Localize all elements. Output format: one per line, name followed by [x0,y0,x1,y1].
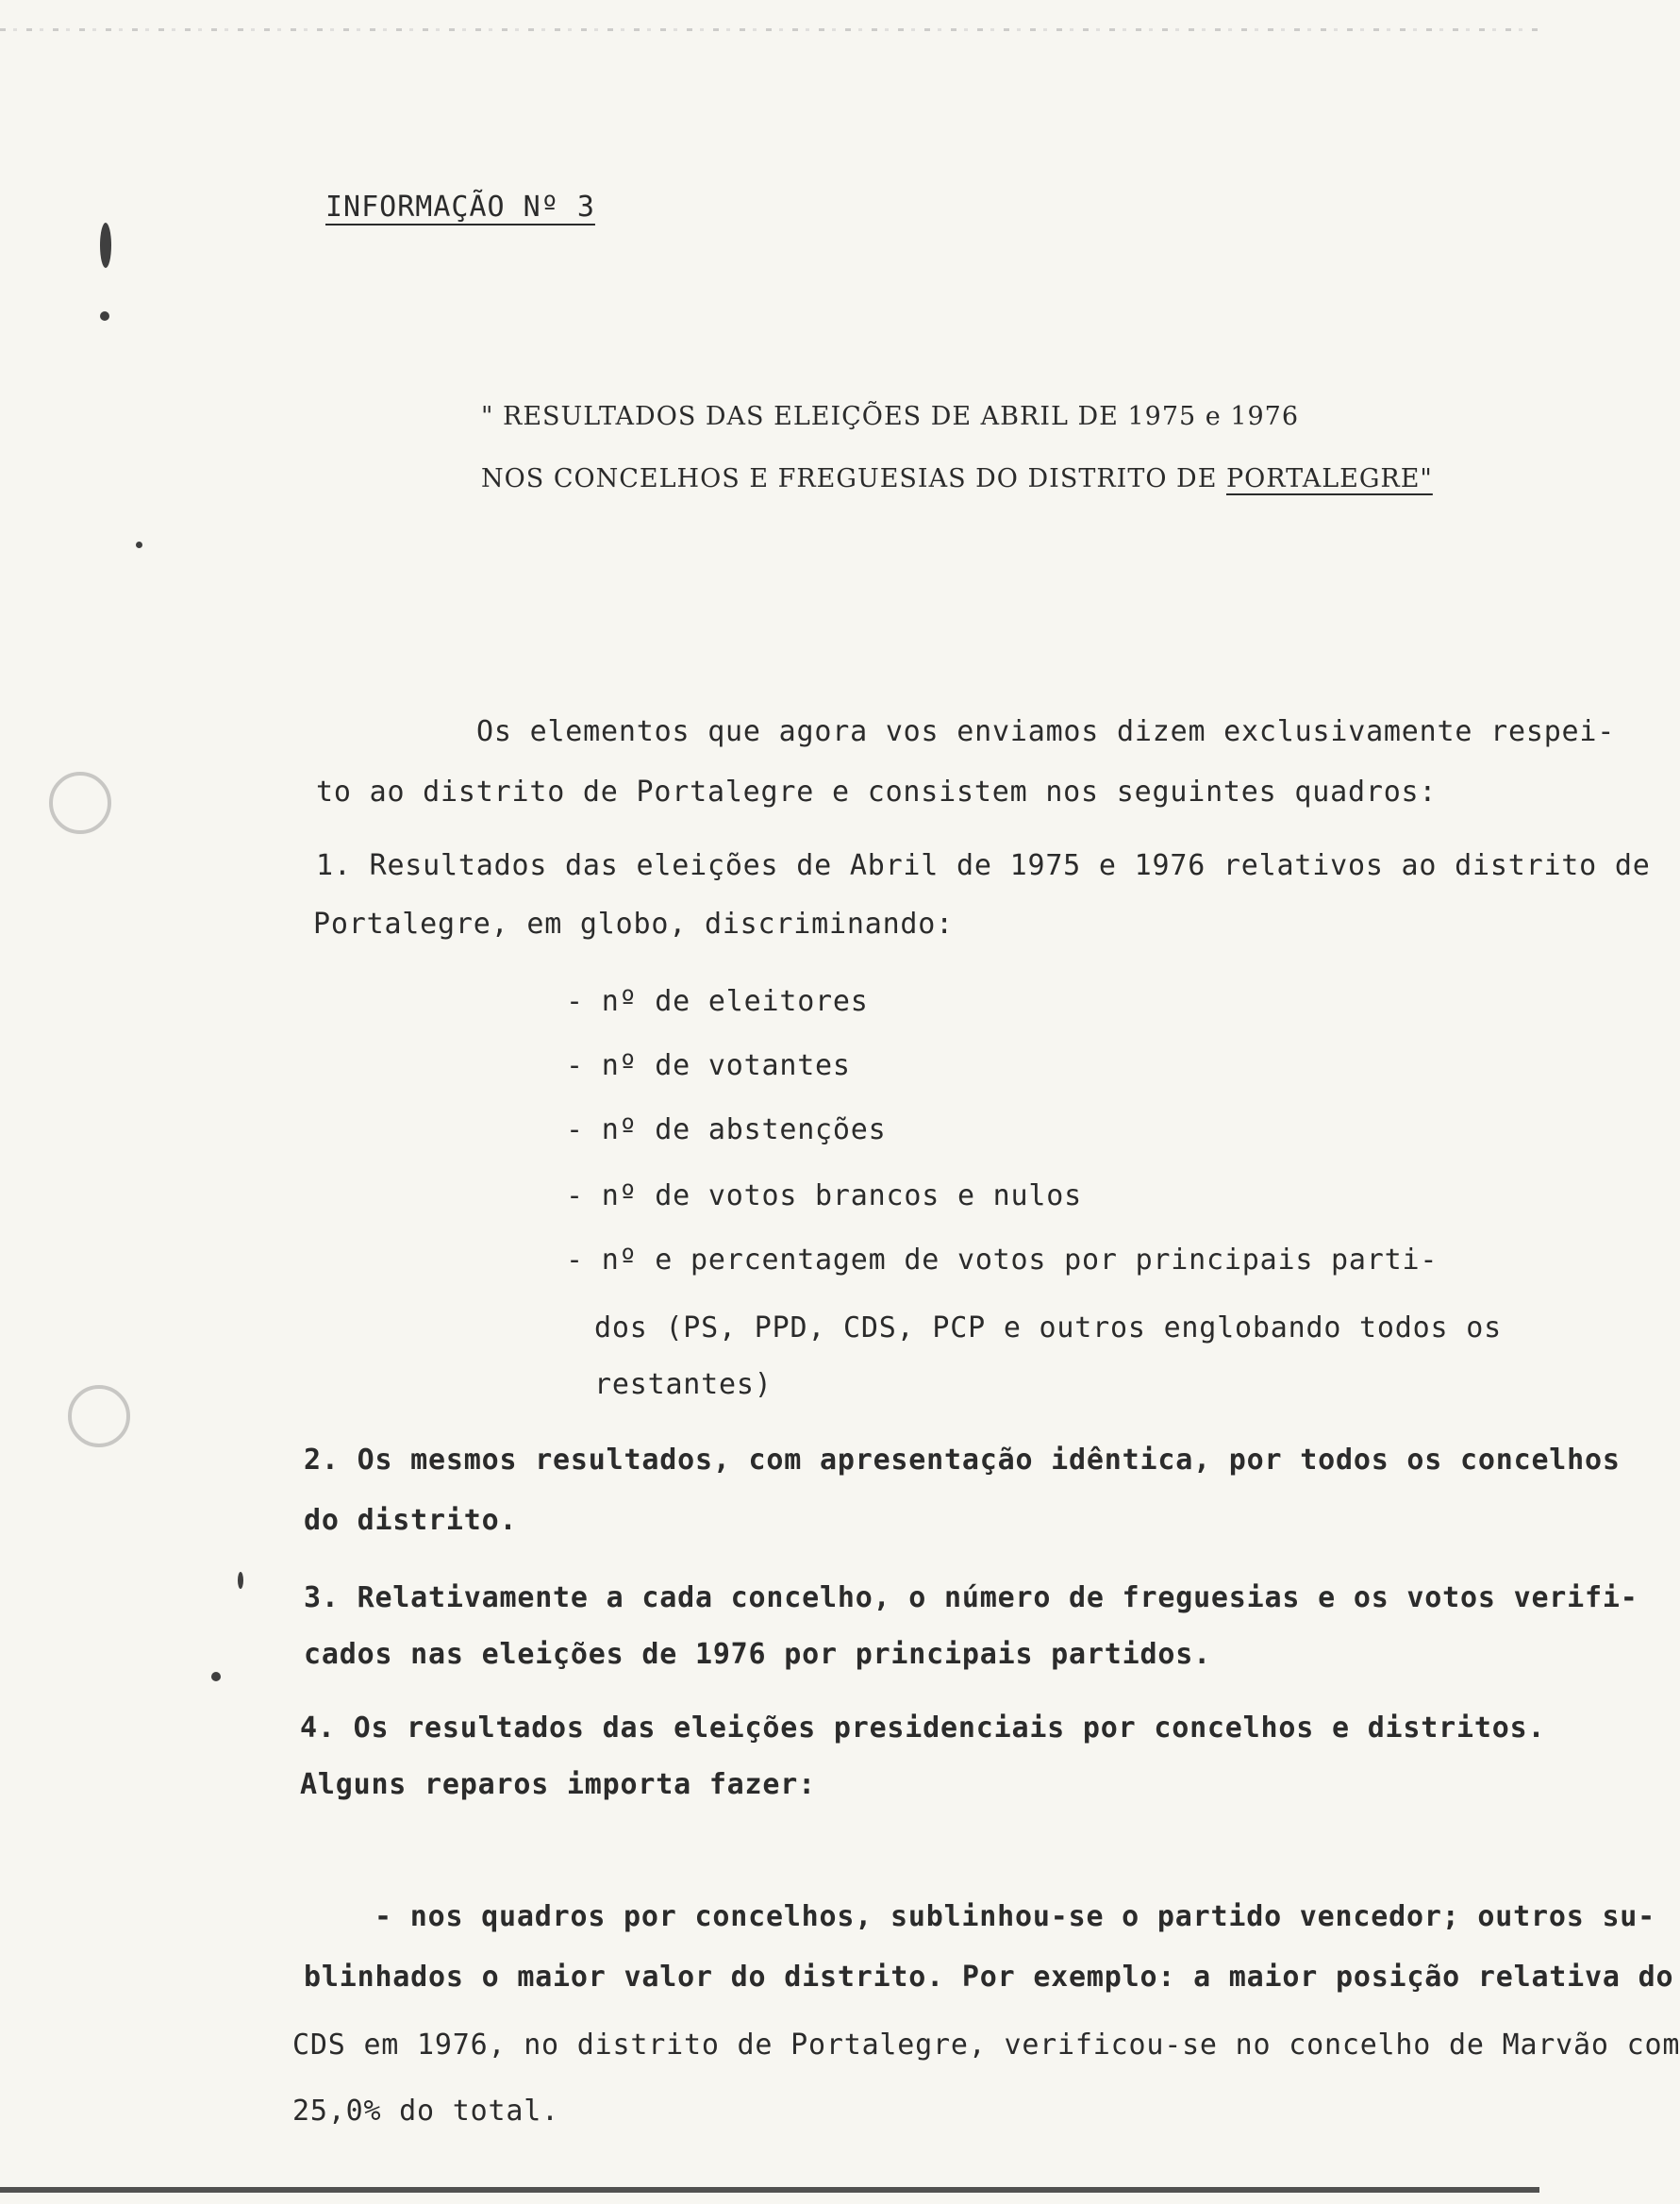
intro-line-1: Os elementos que agora vos enviamos dizem exclusivamente respei- [476,715,1616,748]
document-heading: INFORMAÇÃO Nº 3 [325,191,595,224]
intro-line-4: Portalegre, em globo, discriminando: [313,908,955,941]
intro-line-3: 1. Resultados das eleições de Abril de 1975 e 1976 relativos ao distrito de [316,849,1651,882]
remark-line-3: CDS em 1976, no distrito de Portalegre, verificou-se no concelho de Marvão com [292,2029,1680,2062]
remark-line-2: blinhados o maior valor do distrito. Por exemplo: a maior posição relativa do [304,1961,1674,1994]
binder-hole-bottom [68,1385,130,1447]
bullet-votantes: - nº de votantes [566,1049,851,1082]
intro-line-2: to ao distrito de Portalegre e consistem nos seguintes quadros: [316,776,1438,809]
bullet-continuation-1: dos (PS, PPD, CDS, PCP e outros englobando todos os [594,1311,1502,1344]
numbered-line-6: Alguns reparos importa fazer: [300,1768,816,1801]
numbered-line-5: 4. Os resultados das eleições presidenciais por concelhos e distritos. [300,1711,1546,1745]
remark-line-1: - nos quadros por concelhos, sublinhou-se o partido vencedor; outros su- [374,1900,1656,1933]
ink-dot [136,542,142,548]
bullet-eleitores: - nº de eleitores [566,985,869,1018]
title-line-2 [481,462,1433,496]
bullet-abstencoes: - nº de abstenções [566,1113,887,1146]
bullet-votos-brancos: - nº de votos brancos e nulos [566,1179,1082,1212]
numbered-line-3: 3. Relativamente a cada concelho, o número de freguesias e os votos verifi- [304,1581,1638,1614]
binder-hole-top [49,772,111,834]
remark-line-4: 25,0% do total. [292,2095,559,2128]
numbered-line-2: do distrito. [304,1504,518,1537]
bullet-percentagem: - nº e percentagem de votos por principais parti- [566,1244,1439,1277]
title-line-2-prefix: NOS CONCELHOS E FREGUESIAS DO DISTRITO DE [481,464,1226,493]
scan-bottom-edge [0,2187,1539,2193]
scan-top-edge [0,28,1539,31]
ink-mark [100,223,111,268]
numbered-line-4: cados nas eleições de 1976 por principais partidos. [304,1638,1211,1671]
bullet-continuation-2: restantes) [594,1368,773,1401]
title-line-1: " RESULTADOS DAS ELEIÇÕES DE ABRIL DE 1975 e 1976 [481,402,1300,431]
title-district: PORTALEGRE" [1226,464,1433,493]
ink-dot [100,311,109,321]
numbered-line-1: 2. Os mesmos resultados, com apresentação idêntica, por todos os concelhos [304,1444,1621,1477]
ink-dot [211,1672,221,1681]
ink-mark [238,1572,243,1589]
